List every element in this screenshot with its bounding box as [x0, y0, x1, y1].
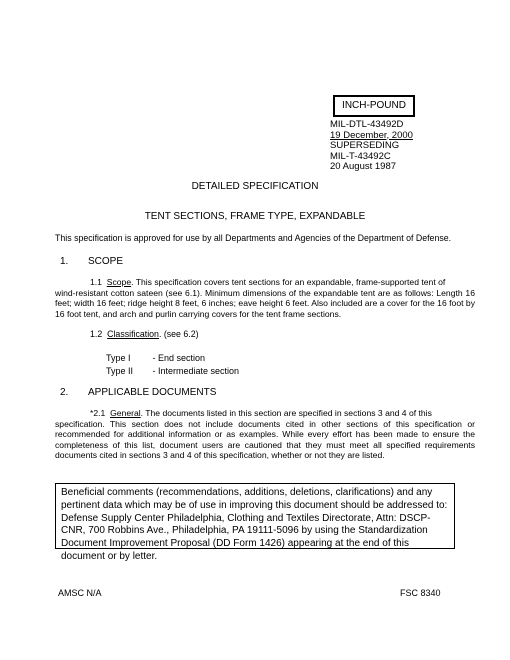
general-paragraph: [55, 408, 475, 461]
list-item: [106, 352, 239, 365]
list-item: [106, 365, 239, 378]
comments-notice-box: Beneficial comments (recommendations, additions, deletions, clarifications) and any pertinent data which may be of use in improving this document should be addressed to: Defense Supply Center Philadelphia, Clothing and Textiles Directorate, Attn: DSCP-CNR, 700 Robbins Ave., Philadelphia, PA 19111-5096 by using the Standardization Document Improvement Proposal (DD Form 1426) appearing at the end of this document or by letter.: [55, 483, 455, 549]
type-code: Type II: [106, 365, 134, 376]
paragraph-text: wind-resistant cotton sateen (see 6.1). Minimum dimensions of the expandable tent are as follows: Length 16 feet; width 16 feet; ridge height 8 feet, 6 inches; eave height 6 feet. Also included are a cover for the 16 foot by 16 foot tent, and arch and purlin carrying covers for the tent frame sections.: [55, 287, 475, 319]
old-doc-id: MIL-T-43492C: [330, 150, 391, 162]
section-number: 1.: [60, 256, 69, 267]
section-title: APPLICABLE DOCUMENTS: [88, 387, 217, 398]
document-metadata: [330, 120, 413, 173]
types-list: [106, 352, 239, 377]
paragraph-suffix: . (see 6.2): [158, 329, 199, 339]
spec-type-title: DETAILED SPECIFICATION: [191, 181, 319, 192]
section-1-heading: [60, 256, 260, 270]
scope-paragraph: [55, 277, 475, 319]
paragraph-heading: Classification: [107, 329, 159, 339]
paragraph-text-line1: . The documents listed in this section are specified in sections 3 and 4 of this: [140, 408, 432, 418]
section-2-heading: [60, 387, 310, 401]
paragraph-number: 1.2: [90, 329, 103, 339]
classification-paragraph: [90, 329, 199, 340]
paragraph-text: specification. This section does not include documents cited in other sections of this specification or recommended for additional information or as examples. While every effort has been made to ensure the completeness of this list, document users are cautioned that they must meet all specified requirements documents cited in sections 3 and 4 of this specification, whether or not they are listed.: [55, 418, 475, 461]
section-title: SCOPE: [88, 256, 124, 267]
paragraph-number: 1.1: [90, 277, 102, 287]
approval-statement: This specification is approved for use by all Departments and Agencies of the Department of Defense.: [55, 233, 452, 243]
doc-date: 19 December, 2000: [330, 129, 413, 141]
old-doc-date: 20 August 1987: [330, 161, 397, 172]
type-desc: - End section: [152, 353, 206, 363]
type-code: Type I: [106, 353, 131, 363]
amsc-label: AMSC N/A: [58, 588, 102, 598]
paragraph-text-line1: . This specification covers tent sections for an expandable, frame-supported tent of: [131, 277, 446, 287]
paragraph-heading: General: [110, 408, 141, 418]
spec-title: TENT SECTIONS, FRAME TYPE, EXPANDABLE: [144, 211, 366, 222]
paragraph-number: *2.1: [90, 408, 106, 418]
doc-id: MIL-DTL-43492D: [330, 119, 404, 130]
type-desc: - Intermediate section: [152, 365, 240, 376]
superseding-label: SUPERSEDING: [330, 140, 400, 151]
paragraph-heading: Scope: [106, 277, 132, 287]
inch-pound-box: INCH-POUND: [333, 95, 415, 117]
section-number: 2.: [60, 387, 69, 398]
fsc-label: FSC 8340: [400, 588, 441, 598]
